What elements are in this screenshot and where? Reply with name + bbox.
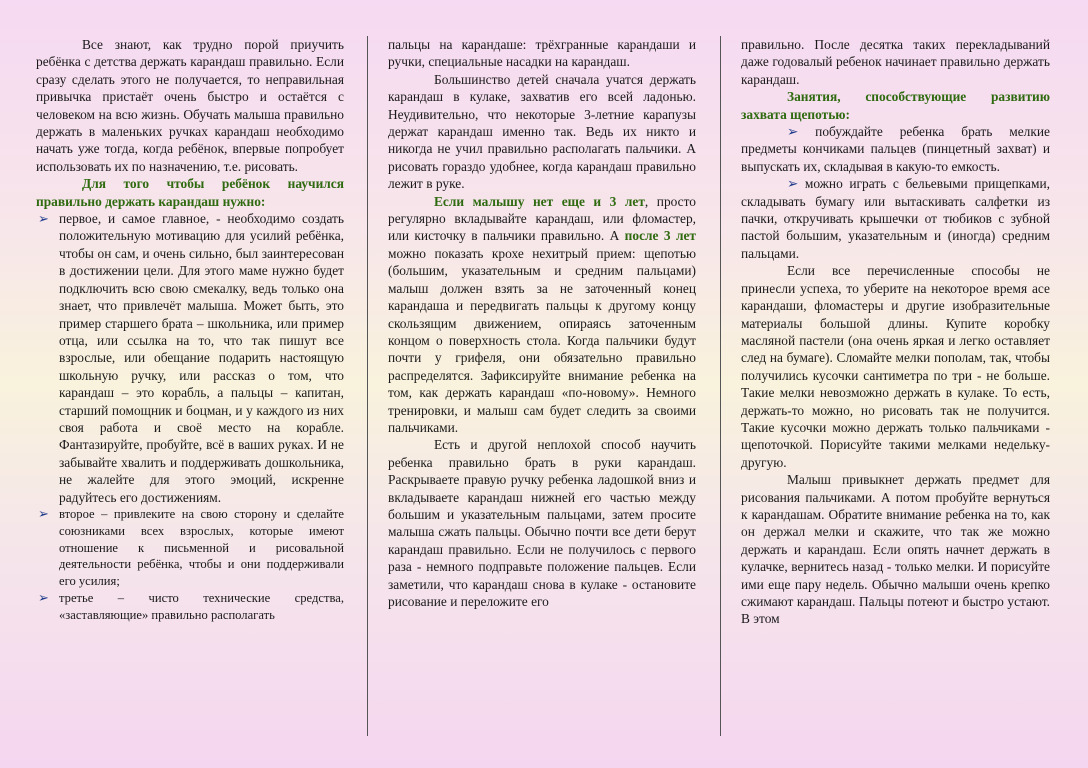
arrow-bullet-icon: ➢ xyxy=(38,589,49,605)
column-right xyxy=(741,36,1050,628)
paragraph-continued: правильно. После десятка таких перекладываний даже годовалый ребенок начинает правильно держать карандаш. xyxy=(741,37,1050,87)
paragraph-if-not-successful: Если все перечисленные способы не принесли успеха, то уберите на некоторое время асе карандаши, фломастеры и другие изобразительные материалы большой длины. Купите коробку масляной пастели (она очень яркая и легко оставляет след на бумаге). Сломайте мелки пополам, так, чтобы получились кусочки сантиметра по три - не больше. Такие мелки невозможно держать в кулаке. То есть, держать-то можно, но рисовать так не получится. Такие кусочки можно держать только пальчиками - щепоточкой. Порисуйте такими мелками недельку-другую. xyxy=(741,263,1050,470)
paragraph-child-gets-used: Малыш привыкнет держать предмет для рисования пальчиками. А потом пробуйте вернуться к карандашам. Обратите внимание ребенка на то, как он держал мелки и скажите, что так же можно держать и карандаш. Если опять начнет держать в кулачке, вернитесь назад - только мелки. И порисуйте ими еще пару недель. Обычно малыши очень крепко сжимают карандаш. Пальцы потеют и быстро устают. В этом xyxy=(741,472,1050,627)
paragraph-text: можно показать крохе нехитрый прием: щепотью (большим, указательным и средним пальцами) малыш должен взять за не заточенный конец карандаша и передвигать пальцы к другому концу скользящим движением, опираясь заточенным концом о поверхность стола. Когда пальчики будут почти у грифеля, они обязательно правильно распределятся. Зафиксируйте внимание ребенка на том, как держать карандаш «по-новому». Немного тренировки, и малыш сам будет следить за своими пальчиками. xyxy=(388,245,696,435)
highlight-after-3: после 3 лет xyxy=(624,228,696,244)
list-item-first xyxy=(36,210,344,506)
arrow-bullet-icon: ➢ xyxy=(787,124,799,140)
column-divider-left xyxy=(367,36,368,736)
arrow-bullet-icon: ➢ xyxy=(38,211,49,227)
list-item-text: первое, и самое главное, - необходимо создать положительную мотивацию для усилий ребёнка, чтобы он сам, и очень сильно, был заинтересован в достижении цели. Для этого маме нужно будет подключить всю свою смекалку, ведь только она знает, что привлечёт малыша. Может быть, это пример старшего брата – школьника, или пример отца, или ссылка на то, что так пишут все взрослые, или обещание подарить настоящую школьную ручку, или рассказ о том, что карандаш – это корабль, а пальцы – капитан, старший помощник и боцман, и у каждого из них своя работа и своё место на корабле. Фантазируйте, пробуйте, всё в ваших руках. И не забывайте хвалить и поддерживать дошкольника, не жалейте для этого эмоций, искренне радуйтесь его достижениям. xyxy=(59,211,344,505)
highlight-under-3: Если малышу нет еще и 3 лет xyxy=(434,193,645,209)
arrow-bullet-icon: ➢ xyxy=(38,505,49,521)
column-left xyxy=(36,36,344,624)
paragraph-most-children: Большинство детей сначала учатся держать карандаш в кулаке, захватив его всей ладонью. Неудивительно, что некоторые 3-летние карапузы держат карандаш именно так. Ведь их никто и никогда не учил правильно располагать пальчики. А рисовать гораздо удобнее, когда карандаш правильно лежит в руке. xyxy=(388,71,696,192)
column-divider-right xyxy=(720,36,721,736)
activity-text: можно играть с бельевыми прищепками, складывать бумагу или вытаскивать салфетки из пачки, откручивать крышечки от тюбиков с зубной пастой большим, указательным и (иногда) средним пальцами. xyxy=(741,176,1050,261)
paragraph-continued: пальцы на карандаше: трёхгранные карандаши и ручки, специальные насадки на карандаш. xyxy=(388,37,696,70)
activity-item-first xyxy=(741,123,1050,175)
column-middle xyxy=(388,36,696,610)
activity-item-second xyxy=(741,175,1050,262)
paragraph-age-advice xyxy=(388,193,696,437)
list-item-text: третье – чисто технические средства, «заставляющие» правильно располагать xyxy=(59,590,344,622)
list-item-third xyxy=(36,590,344,624)
section-heading-activities: Занятия, способствующие развитию захвата щепотью: xyxy=(741,89,1050,122)
section-heading-how-to: Для того чтобы ребёнок научился правильно держать карандаш нужно: xyxy=(36,176,344,209)
paragraph-other-method: Есть и другой неплохой способ научить ребенка правильно брать в руки карандаш. Раскрываете правую ручку ребенка ладошкой вниз и вкладываете карандаш нижней его частью между большим и указательным пальцами, затем просите малыша сжать пальцы. Обычно почти все дети берут карандаш правильно. Если не получилось с первого раза - немного подправьте положение пальцев. Если заметили, что карандаш снова в кулаке - остановите рисование и переложите его xyxy=(388,437,696,609)
paragraph-text: , просто регулярно вкладывайте карандаш, или фломастер, или кисточку в пальчики правильно. А xyxy=(388,193,696,244)
activity-text: побуждайте ребенка брать мелкие предметы кончиками пальцев (пинцетный захват) и выпускать их, складывая в какую-то емкость. xyxy=(741,124,1050,174)
intro-paragraph: Все знают, как трудно порой приучить ребёнка с детства держать карандаш правильно. Если сразу сделать этого не получается, то неправильная привычка пристаёт очень быстро и остаётся с человеком на всю жизнь. Обучать малыша правильно держать в маленьких ручках карандаш необходимо начать уже тогда, когда ребёнок, впервые попробует использовать их по назначению, т.е. рисовать. xyxy=(36,37,344,174)
list-item-second xyxy=(36,506,344,590)
list-item-text: второе – привлеките на свою сторону и сделайте союзниками всех взрослых, которые имеют отношение к письменной и рисовальной деятельности ребёнка, чтобы и они поддерживали его усилия; xyxy=(59,506,344,589)
arrow-bullet-icon: ➢ xyxy=(787,176,799,192)
